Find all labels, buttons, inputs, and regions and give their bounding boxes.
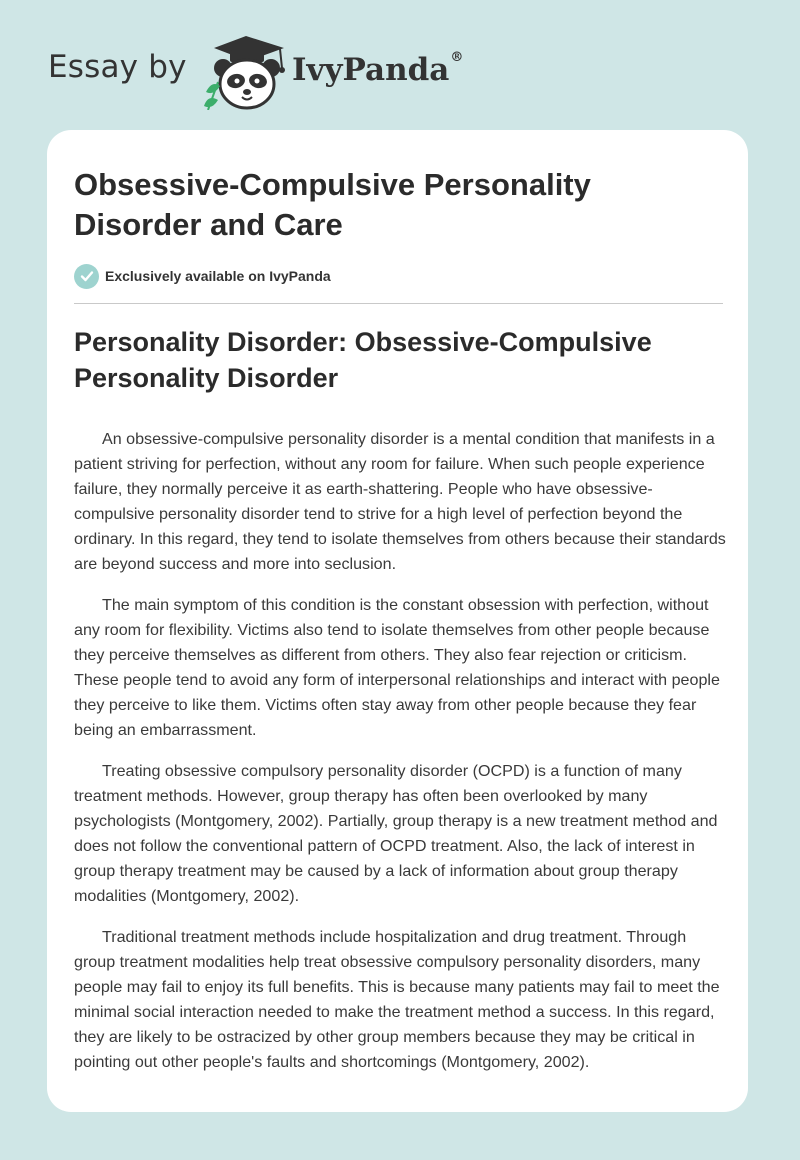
page-title: Obsessive-Compulsive Personality Disorder and Care	[74, 167, 591, 242]
paragraph-2: The main symptom of this condition is the constant obsession with perfection, without any room for flexibility. Victims also tend to isolate themselves from other people because they perceive themselves as different from others. They also fear rejection or criticism. These people tend to avoid any form of interpersonal relationships and interact with people they perceive to like them. Victims often stay away from other people because they fear being an embarrassment.	[74, 596, 720, 739]
brand-name[interactable]	[292, 52, 462, 88]
check-icon	[74, 264, 99, 289]
paragraph-1: An obsessive-compulsive personality disorder is a mental condition that manifests in a patient striving for perfection, without any room for failure. When such people experience failure, they normally perceive it as earth-shattering. People who have obsessive-compulsive personality disorder tend to strive for a high level of perfection beyond the ordinary. In this regard, they tend to isolate themselves from others because their standards are beyond success and more into seclusion.	[74, 430, 726, 573]
section-heading: Personality Disorder: Obsessive-Compulsive Personality Disorder	[74, 327, 652, 393]
essay-card	[47, 130, 748, 1112]
brand-text[interactable]: IvyPanda	[292, 52, 450, 88]
essay-by-label: Essay by	[48, 49, 187, 85]
exclusive-badge	[74, 263, 331, 289]
exclusive-badge-text: Exclusively available on IvyPanda	[105, 268, 331, 284]
article-body	[74, 427, 728, 1091]
site-header	[48, 30, 548, 110]
registered-mark: ®	[450, 50, 464, 65]
paragraph-4: Traditional treatment methods include hospitalization and drug treatment. Through group treatment modalities help treat obsessive compulsory personality disorders, many people may fail to enjoy its full benefits. This is because many patients may fail to meet the minimal social interaction needed to make the treatment method a success. In this regard, they are likely to be ostracized by other group members because they may be critical in pointing out other people's faults and shortcomings (Montgomery, 2002).	[74, 928, 720, 1071]
paragraph-3: Treating obsessive compulsory personality disorder (OCPD) is a function of many treatment methods. However, group therapy has often been overlooked by many psychologists (Montgomery, 2002). Partially, group therapy is a new treatment method and does not follow the conventional pattern of OCPD treatment. Also, the lack of interest in group therapy treatment may be caused by a lack of information about group therapy modalities (Montgomery, 2002).	[74, 762, 718, 905]
panda-graduate-logo-icon[interactable]	[200, 34, 292, 110]
divider	[74, 303, 723, 304]
